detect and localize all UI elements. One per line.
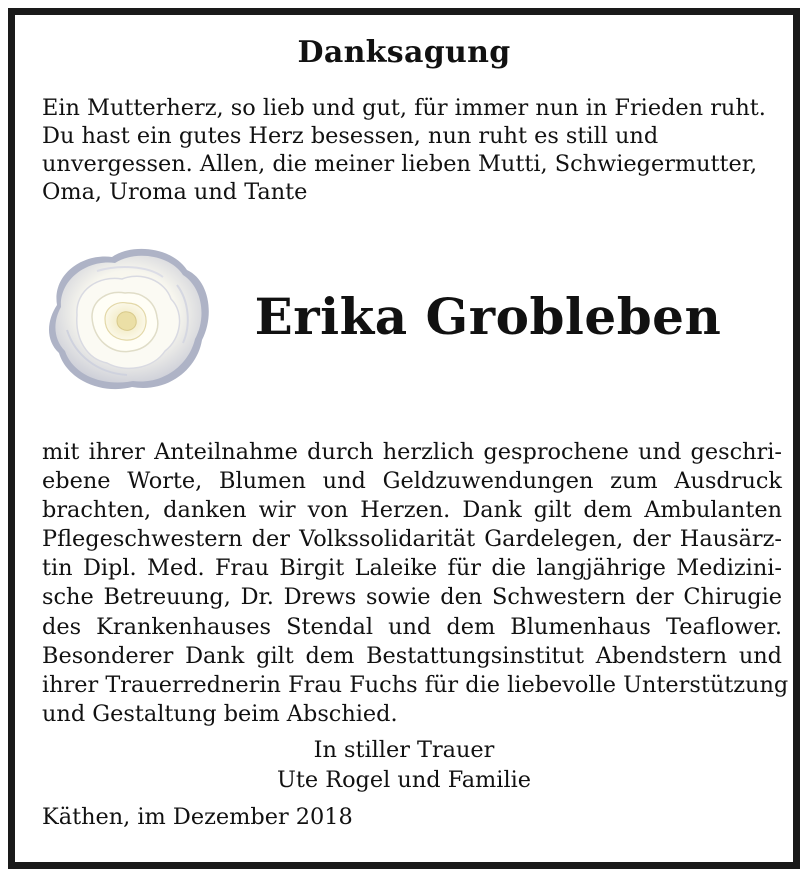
body-line: ebene Worte, Blumen und Geldzuwendungen zum Ausdruck (42, 468, 782, 495)
deceased-name: Erika Grobleben (254, 287, 722, 346)
body-line: ihrer Trauerrednerin Frau Fuchs für die liebevolle Unterstützung (42, 671, 789, 698)
intro-line: Oma, Uroma und Tante (42, 179, 308, 205)
body-line: tin Dipl. Med. Frau Birgit Laleike für die langjährige Medizini- (42, 555, 782, 582)
body-line: und Gestaltung beim Abschied. (42, 700, 398, 727)
intro-line: unvergessen. Allen, die meiner lieben Mutti, Schwiegermutter, (42, 151, 758, 177)
notice-title: Danksagung (297, 35, 511, 70)
signature-line: In stiller Trauer (313, 737, 495, 763)
body-line: mit ihrer Anteilnahme durch herzlich gesprochene und geschri- (42, 439, 782, 465)
signature-block (15, 735, 793, 795)
white-rose-image (37, 235, 217, 395)
body-line: des Krankenhauses Stendal und dem Blumenhaus Teaflower. (42, 613, 782, 640)
body-line: sche Betreuung, Dr. Drews sowie den Schwestern der Chirugie (42, 584, 782, 611)
signature-names: Ute Rogel und Familie (276, 767, 532, 793)
intro-line: Ein Mutterherz, so lieb und gut, für immer nun in Frieden ruht. (42, 95, 766, 121)
body-line: Pflegeschwestern der Volkssolidarität Gardelegen, der Hausärz- (42, 526, 782, 553)
intro-line: Du hast ein gutes Herz besessen, nun ruht es still und (42, 123, 659, 149)
body-line: Besonderer Dank gilt dem Bestattungsinstitut Abendstern und (42, 642, 782, 669)
body-line: brachten, danken wir von Herzen. Dank gilt dem Ambulanten (42, 497, 782, 524)
body-text (42, 438, 789, 729)
intro-text (42, 94, 782, 206)
place-date: Käthen, im Dezember 2018 (42, 804, 353, 830)
notice-frame (8, 8, 800, 869)
